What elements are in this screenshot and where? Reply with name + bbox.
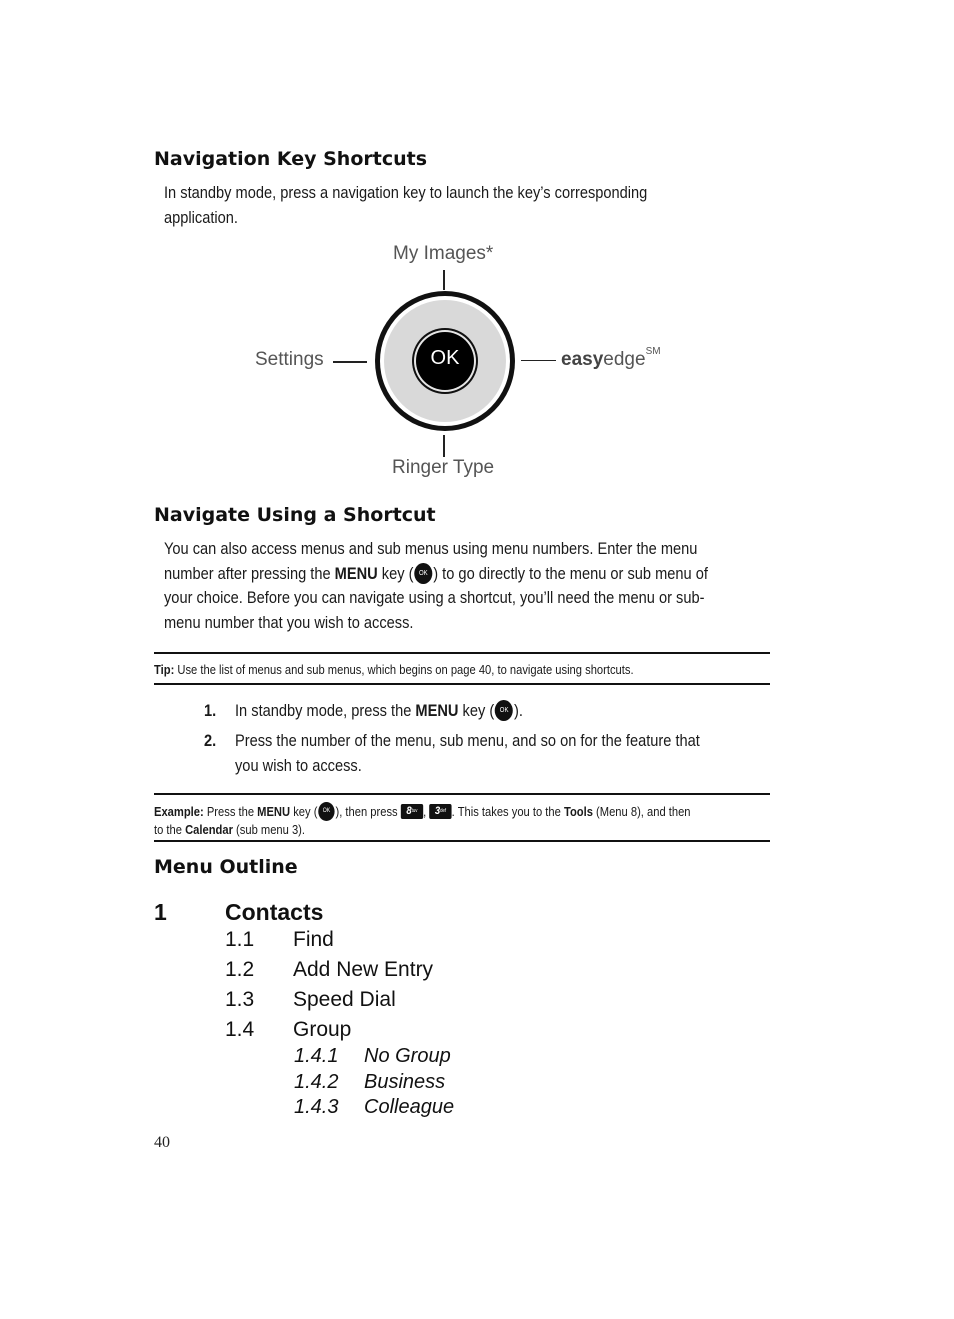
paragraph-line: application. [164, 207, 238, 227]
step-number: 1. [204, 701, 217, 720]
paragraph-line: In standby mode, press a navigation key to launch the key’s corresponding [164, 183, 648, 202]
text-run: In standby mode, press the [235, 701, 416, 720]
menu-level2-number: 1.2 [225, 958, 255, 981]
example-label: Example: [154, 803, 204, 819]
step-text [235, 729, 700, 778]
ok-key-label: OK [430, 347, 460, 369]
ok-key-icon: OK [495, 700, 513, 721]
leader-line-right [521, 360, 556, 361]
menu-level3-number: 1.4.3 [294, 1096, 339, 1118]
section-title-navigate-using-shortcut: Navigate Using a Shortcut [154, 504, 436, 526]
paragraph-line: menu number that you wish to access. [164, 612, 414, 632]
text-run: number after pressing the [164, 563, 335, 583]
paragraph-line: You can also access menus and sub menus using menu numbers. Enter the menu [164, 539, 698, 558]
step-text [235, 699, 523, 724]
tools-name: Tools [563, 803, 593, 819]
menu-level3-number: 1.4.1 [294, 1045, 339, 1067]
ok-key-icon: OK [414, 563, 432, 584]
nav-shortcuts-paragraph [164, 181, 647, 230]
tip-top-rule [154, 652, 770, 654]
page-number: 40 [154, 1134, 170, 1151]
menu-level1-label: Contacts [225, 899, 324, 925]
ok-key-icon: OK [318, 802, 334, 821]
tip-note [154, 662, 634, 678]
menu-level1-number: 1 [154, 899, 167, 925]
tip-text: Use the list of menus and sub menus, which begins on page 40, to navigate using shortcuts. [174, 662, 634, 677]
menu-level2-label: Add New Entry [293, 958, 434, 981]
diagram-label-right [561, 345, 661, 371]
navigate-paragraph [164, 537, 708, 635]
menu-key-name: MENU [415, 701, 459, 720]
menu-level2-label: Group [293, 1018, 352, 1041]
menu-key-name: MENU [257, 803, 291, 819]
section-title-menu-outline: Menu Outline [154, 856, 298, 878]
text-run: key ( [458, 701, 495, 720]
key-3-icon: $3^{def}$ [429, 804, 451, 819]
text-run: ). [514, 701, 523, 720]
menu-level2-number: 1.4 [225, 1018, 255, 1041]
example-line: Example: Press the MENU key ( OK ), then press $8^{tuv}$ , $3^{def}$ . This takes you to the Tools (Menu 8), and then [154, 803, 691, 822]
section-title-navigation-key-shortcuts: Navigation Key Shortcuts [154, 148, 428, 170]
menu-key-name: MENU [334, 563, 378, 583]
text-run: key ( [377, 563, 414, 583]
diagram-label-up: My Images* [393, 243, 494, 264]
step-number: 2. [204, 731, 217, 750]
brand-sm: SM [645, 345, 661, 357]
step-line: you wish to access. [235, 755, 362, 775]
diagram-label-down: Ringer Type [392, 457, 495, 478]
example-note [154, 803, 691, 838]
menu-level2-number: 1.1 [225, 928, 255, 951]
brand-edge: edge [603, 349, 646, 370]
menu-level2-number: 1.3 [225, 988, 255, 1011]
menu-level3-label: Colleague [364, 1096, 455, 1118]
leader-line-up [443, 270, 445, 290]
calendar-name: Calendar [185, 822, 233, 837]
diagram-label-left: Settings [255, 349, 324, 370]
key-8-icon: $8^{tuv}$ [401, 804, 423, 819]
menu-level2-label: Find [293, 928, 334, 951]
menu-level3-number: 1.4.2 [294, 1071, 339, 1093]
brand-easy: easy [561, 349, 604, 370]
paragraph-line [164, 562, 708, 587]
menu-level3-label: Business [364, 1071, 446, 1093]
step-line: Press the number of the menu, sub menu, and so on for the feature that [235, 731, 700, 750]
menu-level3-label: No Group [364, 1045, 451, 1067]
text-run: ) to go directly to the menu or sub menu of [433, 563, 708, 583]
leader-line-left [333, 361, 367, 363]
tip-bottom-rule [154, 683, 770, 685]
example-bottom-rule [154, 840, 770, 842]
example-top-rule [154, 793, 770, 795]
menu-level2-label: Speed Dial [293, 988, 396, 1011]
tip-label: Tip: [154, 662, 175, 677]
example-line: to the Calendar (sub menu 3). [154, 822, 306, 837]
paragraph-line: your choice. Before you can navigate using a shortcut, you’ll need the menu or sub- [164, 588, 705, 607]
